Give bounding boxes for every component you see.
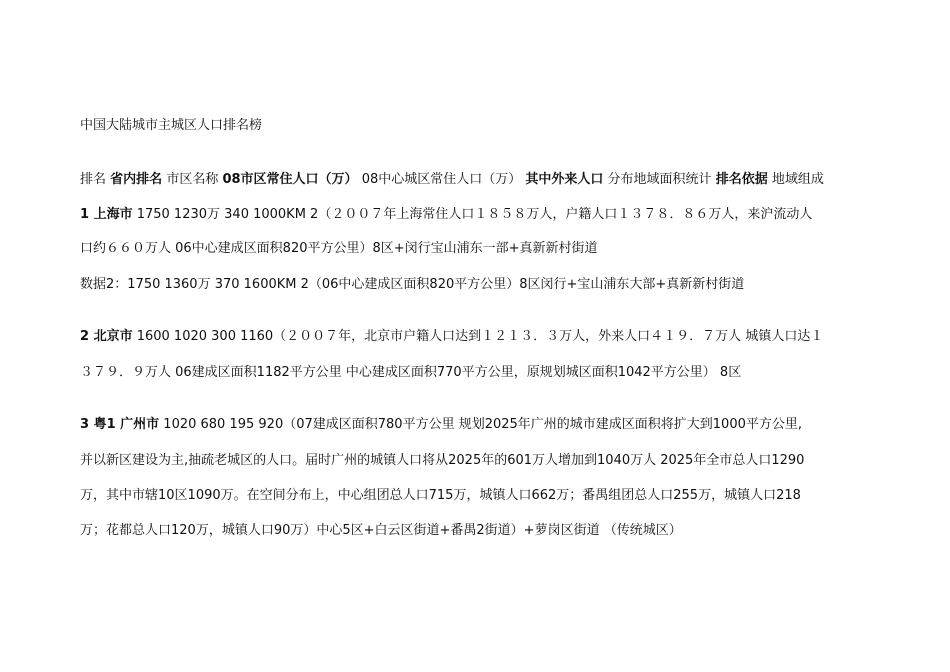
guangzhou-line-1: 1020 680 195 920（07建成区面积780平方公里 规划2025年广州的城市建成区面积将扩大到1000平方公里,	[163, 417, 803, 432]
guangzhou-entry-line-3	[80, 487, 880, 505]
guangzhou-entry-line-2	[80, 452, 880, 470]
beijing-entry-line-1	[80, 328, 880, 346]
shanghai-label: 1 上海市	[80, 207, 133, 222]
table-header-row	[80, 171, 880, 189]
beijing-entry-line-2	[80, 364, 880, 382]
header-rank-basis: 排名依据	[715, 172, 768, 187]
shanghai-entry-line-1	[80, 206, 880, 224]
guangzhou-entry-line-4	[80, 522, 880, 540]
guangzhou-line-3: 万，其中市辖10区1090万。在空间分布上，中心组团总人口715万，城镇人口662万；番禺组团总人口255万，城镇人口218	[80, 488, 801, 503]
beijing-line-2: ３７９．９万人 06建成区面积1182平方公里 中心建成区面积770平方公里，原规划城区面积1042平方公里） 8区	[80, 365, 742, 380]
document-title	[80, 117, 880, 135]
guangzhou-label: 3 粤1 广州市	[80, 417, 160, 432]
shanghai-line-1: 1750 1230万 340 1000KM 2（２００７年上海常住人口１８５８万人，户籍人口１３７８．８６万人，来沪流动人	[136, 207, 813, 222]
title-text: 中国大陆城市主城区人口排名榜	[80, 118, 263, 133]
header-rank: 排名	[80, 172, 107, 187]
header-migrant-pop: 其中外来人口	[525, 172, 604, 187]
guangzhou-line-4: 万；花都总人口120万，城镇人口90万）中心5区+白云区街道+番禺2街道）+萝岗区街道 （传统城区）	[80, 523, 682, 538]
header-resident-pop: 08市区常住人口（万）	[222, 172, 358, 187]
shanghai-line-3: 数据2：1750 1360万 370 1600KM 2（06中心建成区面积820平方公里）8区闵行+宝山浦东大部+真新新村街道	[80, 277, 745, 292]
header-central-pop: 08中心城区常住人口（万）	[361, 172, 522, 187]
guangzhou-entry-line-1	[80, 416, 880, 434]
beijing-label: 2 北京市	[80, 329, 133, 344]
header-district-name: 市区名称	[166, 172, 219, 187]
header-area-stats: 分布地域面积统计	[607, 172, 712, 187]
shanghai-entry-line-2	[80, 240, 880, 258]
header-composition: 地域组成	[771, 172, 824, 187]
beijing-line-1: 1600 1020 300 1160（２００７年，北京市户籍人口达到１２１３．３万人，外来人口４１９．７万人 城镇人口达１	[136, 329, 824, 344]
shanghai-line-2: 口约６６０万人 06中心建成区面积820平方公里）8区+闵行宝山浦东一部+真新新村街道	[80, 241, 598, 256]
guangzhou-line-2: 并以新区建设为主,抽疏老城区的人口。届时广州的城镇人口将从2025年的601万人增加到1040万人 2025年全市总人口1290	[80, 453, 805, 468]
shanghai-entry-line-3	[80, 276, 880, 294]
header-province-rank: 省内排名	[110, 172, 163, 187]
